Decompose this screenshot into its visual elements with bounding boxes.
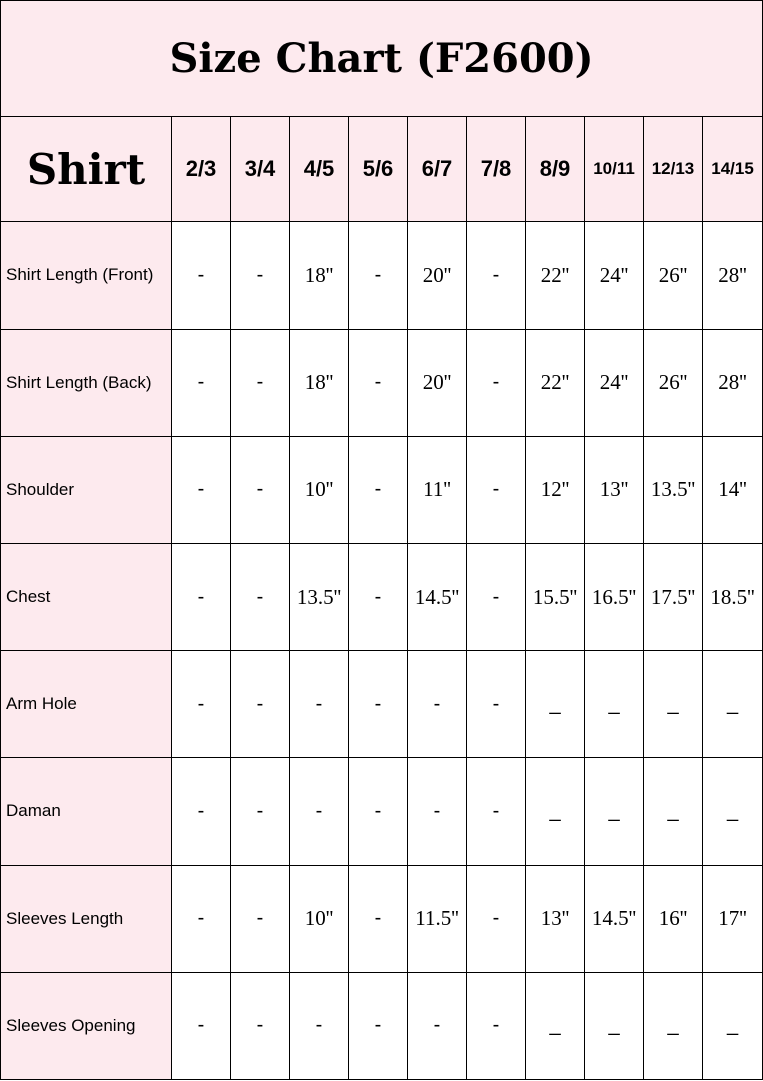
measurement-cell: _ — [526, 972, 585, 1079]
measurement-cell: - — [349, 972, 408, 1079]
measurement-cell: - — [290, 758, 349, 865]
measurement-label: Shirt Length (Back) — [1, 329, 172, 436]
measurement-label: Daman — [1, 758, 172, 865]
size-header-cell: 8/9 — [526, 117, 585, 222]
measurement-cell: - — [231, 543, 290, 650]
measurement-cell: - — [231, 222, 290, 329]
measurement-cell: - — [172, 543, 231, 650]
measurement-cell: 26'' — [644, 329, 703, 436]
measurement-cell: - — [467, 758, 526, 865]
size-header-cell: 4/5 — [290, 117, 349, 222]
measurement-cell: 28'' — [703, 222, 763, 329]
measurement-cell: - — [231, 865, 290, 972]
measurement-cell: - — [408, 651, 467, 758]
measurement-cell: - — [231, 436, 290, 543]
measurement-label: Shoulder — [1, 436, 172, 543]
measurement-cell: _ — [585, 972, 644, 1079]
measurement-cell: 22'' — [526, 329, 585, 436]
measurement-cell: _ — [703, 972, 763, 1079]
measurement-cell: - — [467, 436, 526, 543]
measurement-cell: - — [231, 329, 290, 436]
measurement-cell: - — [349, 651, 408, 758]
measurement-cell: - — [172, 222, 231, 329]
measurement-cell: 17.5'' — [644, 543, 703, 650]
measurement-cell: _ — [644, 651, 703, 758]
measurement-cell: 10'' — [290, 865, 349, 972]
table-row — [1, 436, 763, 543]
size-header-cell: 10/11 — [585, 117, 644, 222]
measurement-cell: _ — [644, 972, 703, 1079]
size-header-cell: 3/4 — [231, 117, 290, 222]
measurement-cell: - — [349, 865, 408, 972]
size-header-row — [1, 117, 763, 222]
measurement-cell: 13'' — [526, 865, 585, 972]
measurement-label: Arm Hole — [1, 651, 172, 758]
size-header-cell: 14/15 — [703, 117, 763, 222]
measurement-cell: _ — [526, 651, 585, 758]
table-row — [1, 758, 763, 865]
size-header-cell: 2/3 — [172, 117, 231, 222]
measurement-cell: _ — [526, 758, 585, 865]
measurement-cell: 16'' — [644, 865, 703, 972]
measurement-cell: 20'' — [408, 222, 467, 329]
measurement-cell: - — [467, 972, 526, 1079]
measurement-cell: 17'' — [703, 865, 763, 972]
measurement-cell: 28'' — [703, 329, 763, 436]
measurement-cell: 14.5'' — [585, 865, 644, 972]
size-header-cell: 5/6 — [349, 117, 408, 222]
measurement-cell: 24'' — [585, 222, 644, 329]
size-header-cell: 12/13 — [644, 117, 703, 222]
measurement-cell: _ — [703, 758, 763, 865]
measurement-cell: _ — [585, 651, 644, 758]
measurement-cell: 16.5'' — [585, 543, 644, 650]
measurement-label: Chest — [1, 543, 172, 650]
measurement-cell: - — [172, 758, 231, 865]
measurement-cell: - — [290, 972, 349, 1079]
measurement-cell: - — [290, 651, 349, 758]
measurement-cell: - — [172, 865, 231, 972]
measurement-cell: - — [467, 222, 526, 329]
measurement-label: Shirt Length (Front) — [1, 222, 172, 329]
shirt-label: Shirt — [1, 117, 172, 222]
measurement-cell: 20'' — [408, 329, 467, 436]
measurement-cell: _ — [703, 651, 763, 758]
measurement-cell: - — [231, 758, 290, 865]
measurement-cell: 18'' — [290, 222, 349, 329]
measurement-cell: - — [172, 436, 231, 543]
measurement-cell: - — [349, 222, 408, 329]
measurement-cell: - — [467, 651, 526, 758]
table-row — [1, 329, 763, 436]
size-header-cell: 6/7 — [408, 117, 467, 222]
chart-title: Size Chart (F2600) — [1, 1, 763, 117]
table-row — [1, 222, 763, 329]
measurement-label: Sleeves Length — [1, 865, 172, 972]
measurement-cell: - — [349, 329, 408, 436]
measurement-cell: 15.5'' — [526, 543, 585, 650]
measurement-cell: 13'' — [585, 436, 644, 543]
size-header-cell: 7/8 — [467, 117, 526, 222]
measurement-cell: 14.5'' — [408, 543, 467, 650]
measurement-cell: - — [231, 972, 290, 1079]
table-row — [1, 543, 763, 650]
measurement-cell: 13.5'' — [644, 436, 703, 543]
measurement-cell: 10'' — [290, 436, 349, 543]
measurement-cell: 18'' — [290, 329, 349, 436]
table-row — [1, 972, 763, 1079]
measurement-cell: - — [349, 543, 408, 650]
measurement-cell: _ — [585, 758, 644, 865]
measurement-cell: 11'' — [408, 436, 467, 543]
measurement-cell: 11.5'' — [408, 865, 467, 972]
measurement-cell: - — [467, 329, 526, 436]
measurement-cell: - — [172, 329, 231, 436]
measurement-cell: - — [467, 865, 526, 972]
measurement-cell: - — [408, 972, 467, 1079]
measurement-cell: 22'' — [526, 222, 585, 329]
measurement-cell: - — [349, 436, 408, 543]
measurement-cell: - — [349, 758, 408, 865]
table-row — [1, 865, 763, 972]
measurement-cell: _ — [644, 758, 703, 865]
measurement-label: Sleeves Opening — [1, 972, 172, 1079]
measurement-cell: 14'' — [703, 436, 763, 543]
measurement-cell: - — [467, 543, 526, 650]
measurement-cell: - — [408, 758, 467, 865]
measurement-cell: 18.5'' — [703, 543, 763, 650]
measurement-cell: - — [231, 651, 290, 758]
measurement-cell: 12'' — [526, 436, 585, 543]
measurement-cell: 24'' — [585, 329, 644, 436]
measurement-cell: - — [172, 972, 231, 1079]
measurement-cell: 26'' — [644, 222, 703, 329]
measurement-cell: 13.5'' — [290, 543, 349, 650]
table-row — [1, 651, 763, 758]
measurement-cell: - — [172, 651, 231, 758]
